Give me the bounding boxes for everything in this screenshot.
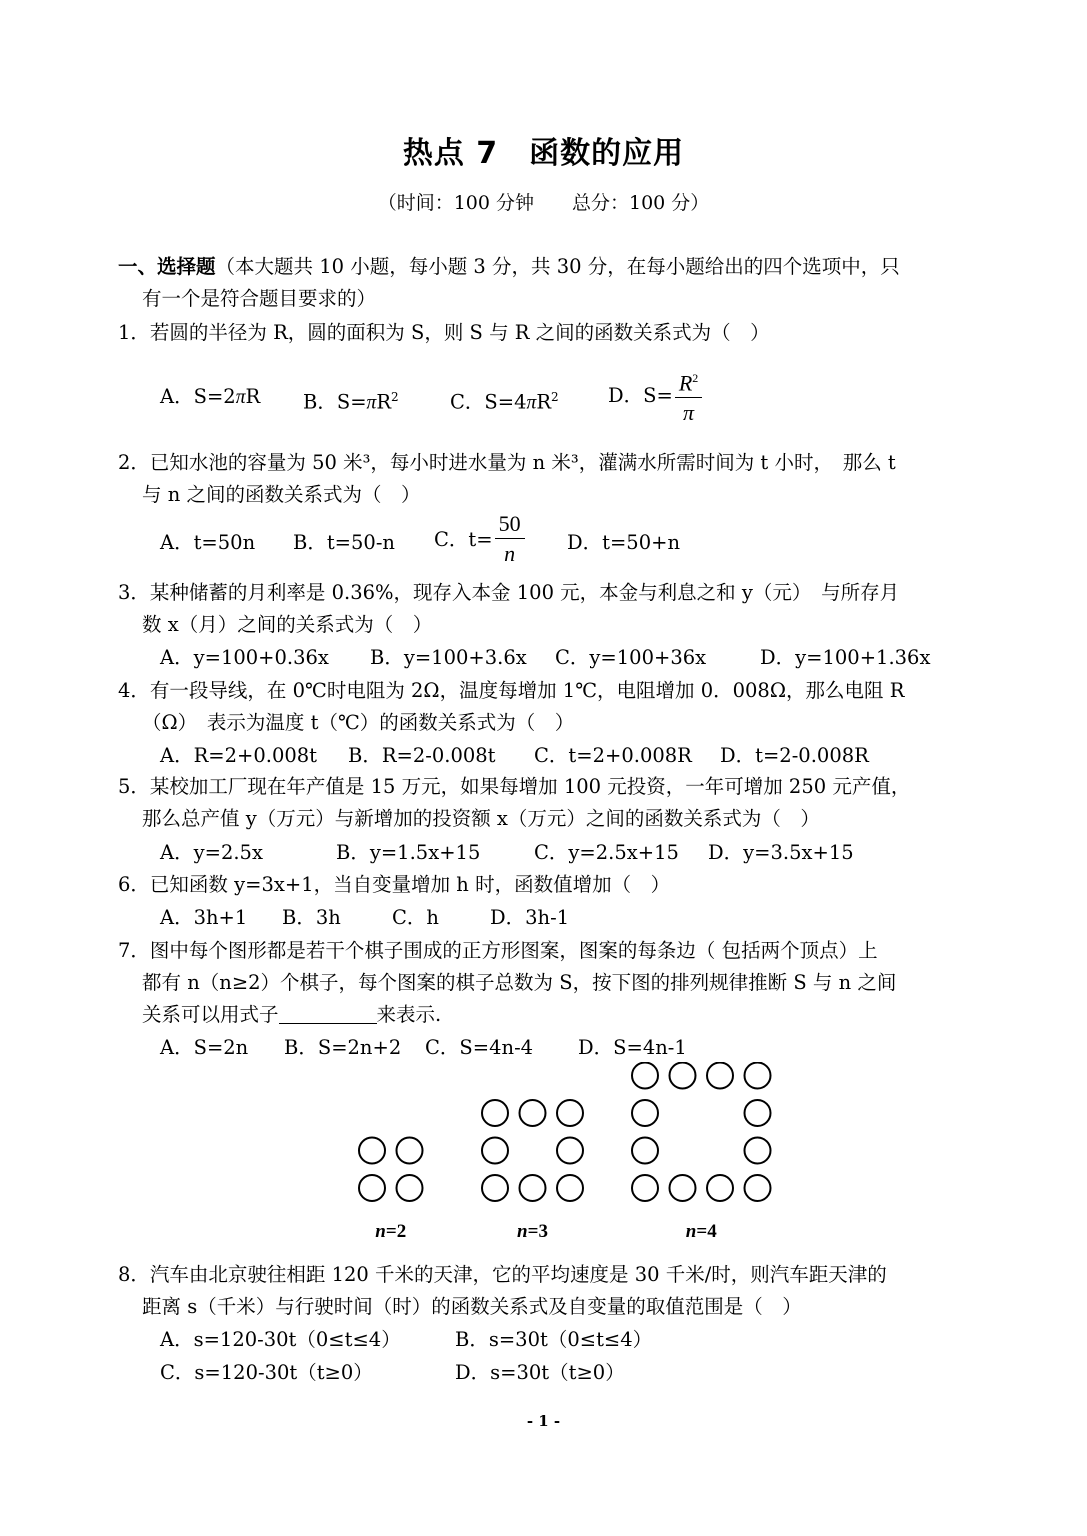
question-4-stem: 4．有一段导线，在 0℃时电阻为 2Ω，温度每增加 1℃，电阻增加 0．008Ω，那么电阻 R [118, 679, 905, 702]
chess-piece [359, 1175, 385, 1201]
q8-option-a[interactable]: A．s=120-30t（0≤t≤4） [160, 1328, 401, 1351]
q2-option-b[interactable]: B．t=50-n [293, 531, 395, 554]
question-4-stem-cont: （Ω） 表示为温度 t（℃）的函数关系式为（ ） [142, 711, 575, 734]
q6-option-b[interactable]: B．3h [282, 906, 341, 929]
chess-piece [482, 1100, 508, 1126]
question-8-stem-cont: 距离 s（千米）与行驶时间（时）的函数关系式及自变量的取值范围是（ ） [142, 1295, 802, 1318]
exam-info: （时间：100 分钟 总分：100 分） [377, 192, 710, 214]
pattern-label: n=3 [517, 1221, 548, 1242]
question-3-stem: 3．某种储蓄的月利率是 0.36%，现存入本金 100 元，本金与利息之和 y（元） 与所存月 [118, 581, 900, 604]
page-number: - 1 - [526, 1412, 561, 1430]
q5-option-b[interactable]: B．y=1.5x+15 [336, 841, 481, 864]
question-2-stem-cont: 与 n 之间的函数关系式为（ ） [142, 483, 421, 506]
q5-option-d[interactable]: D．y=3.5x+15 [708, 841, 854, 864]
q7-option-a[interactable]: A．S=2n [160, 1036, 249, 1059]
chess-piece [632, 1138, 658, 1164]
chess-piece [707, 1063, 733, 1089]
chess-piece [359, 1138, 385, 1164]
q6-option-d[interactable]: D．3h-1 [490, 906, 570, 929]
chess-piece [482, 1138, 508, 1164]
q4-option-d[interactable]: D．t=2-0.008R [720, 744, 869, 767]
square-patterns-diagram [340, 1062, 790, 1252]
chess-piece [745, 1100, 771, 1126]
question-5-stem: 5．某校加工厂现在年产值是 15 万元，如果每增加 100 元投资，一年可增加 250 元产值， [118, 775, 911, 798]
section-description: （本大题共 10 小题，每小题 3 分，共 30 分，在每小题给出的四个选项中，只 [215, 255, 900, 278]
question-7-stem: 7．图中每个图形都是若干个棋子围成的正方形图案，图案的每条边（ 包括两个顶点）上 [118, 939, 878, 962]
question-1-stem: 1．若圆的半径为 R，圆的面积为 S，则 S 与 R 之间的函数关系式为（ ） [118, 321, 770, 344]
chess-piece [397, 1138, 423, 1164]
chess-piece [557, 1100, 583, 1126]
q3-option-d[interactable]: D．y=100+1.36x [760, 646, 931, 669]
q1-d-fraction: $\frac{R^2}{\pi}$ [675, 364, 702, 428]
chess-piece [707, 1175, 733, 1201]
page-title: 热点 7 函数的应用 [402, 136, 685, 171]
q3-option-b[interactable]: B．y=100+3.6x [370, 646, 527, 669]
q7-option-c[interactable]: C．S=4n-4 [425, 1036, 534, 1059]
q4-option-c[interactable]: C．t=2+0.008R [534, 744, 692, 767]
q5-option-a[interactable]: A．y=2.5x [160, 841, 263, 864]
chess-piece [557, 1138, 583, 1164]
q3-option-c[interactable]: C．y=100+36x [555, 646, 707, 669]
q4-option-a[interactable]: A．R=2+0.008t [160, 744, 318, 767]
pattern-label: n=2 [375, 1221, 407, 1242]
chess-piece-figure [340, 1062, 790, 1256]
q2-c-fraction: $\frac{50}{n}$ [495, 510, 525, 569]
chess-piece [745, 1175, 771, 1201]
q8-option-b[interactable]: B．s=30t（0≤t≤4） [455, 1328, 653, 1351]
q1-option-a[interactable]: A．S=2πR [160, 385, 261, 408]
question-5-stem-cont: 那么总产值 y（万元）与新增加的投资额 x（万元）之间的函数关系式为（ ） [142, 807, 820, 830]
q2-option-a[interactable]: A．t=50n [160, 531, 256, 554]
section-header [118, 254, 900, 280]
q1-option-c[interactable]: C．$S=4\pi R^2$ [450, 390, 559, 414]
question-3-stem-cont: 数 x（月）之间的关系式为（ ） [142, 613, 433, 636]
q4-option-b[interactable]: B．R=2-0.008t [348, 744, 496, 767]
q6-option-a[interactable]: A．3h+1 [160, 906, 248, 929]
question-7-stem-cont: 都有 n（n≥2）个棋子，每个图案的棋子总数为 S，按下图的排列规律推断 S 与 n 之间 [142, 971, 897, 994]
chess-piece [397, 1175, 423, 1201]
q7-option-b[interactable]: B．S=2n+2 [284, 1036, 402, 1059]
chess-piece [745, 1063, 771, 1089]
chess-piece [520, 1175, 546, 1201]
q7-option-d[interactable]: D．S=4n-1 [578, 1036, 687, 1059]
section-title: 一、选择题 [118, 255, 216, 278]
answer-blank[interactable] [279, 1003, 377, 1024]
question-6-stem: 6．已知函数 y=3x+1，当自变量增加 h 时，函数值增加（ ） [118, 873, 671, 896]
chess-piece [632, 1063, 658, 1089]
question-7-stem-cont-2: 关系可以用式子 来表示. [142, 1003, 442, 1026]
section-description-cont: 有一个是符合题目要求的） [142, 287, 377, 310]
q2-option-c[interactable]: C．t= $\frac{50}{n}$ [434, 510, 527, 569]
q5-option-c[interactable]: C．y=2.5x+15 [534, 841, 679, 864]
chess-piece [632, 1100, 658, 1126]
q1-option-b[interactable]: B．$S=\pi R^2$ [303, 390, 399, 414]
q8-option-c[interactable]: C．s=120-30t（t≥0） [160, 1361, 373, 1384]
q2-option-d[interactable]: D．t=50+n [567, 531, 681, 554]
q3-option-a[interactable]: A．y=100+0.36x [160, 646, 329, 669]
question-2-stem: 2．已知水池的容量为 50 米³，每小时进水量为 n 米³，灌满水所需时间为 t 小时， 那么 t [118, 451, 896, 474]
q1-option-d[interactable]: D．S= $\frac{R^2}{\pi}$ [608, 364, 704, 428]
chess-piece [520, 1100, 546, 1126]
chess-piece [670, 1063, 696, 1089]
chess-piece [745, 1138, 771, 1164]
q8-option-d[interactable]: D．s=30t（t≥0） [455, 1361, 625, 1384]
chess-piece [482, 1175, 508, 1201]
chess-piece [670, 1175, 696, 1201]
chess-piece [632, 1175, 658, 1201]
pattern-label: n=4 [685, 1221, 717, 1242]
chess-piece [557, 1175, 583, 1201]
q6-option-c[interactable]: C．h [392, 906, 439, 929]
question-8-stem: 8．汽车由北京驶往相距 120 千米的天津，它的平均速度是 30 千米/时，则汽车距天津的 [118, 1263, 887, 1286]
